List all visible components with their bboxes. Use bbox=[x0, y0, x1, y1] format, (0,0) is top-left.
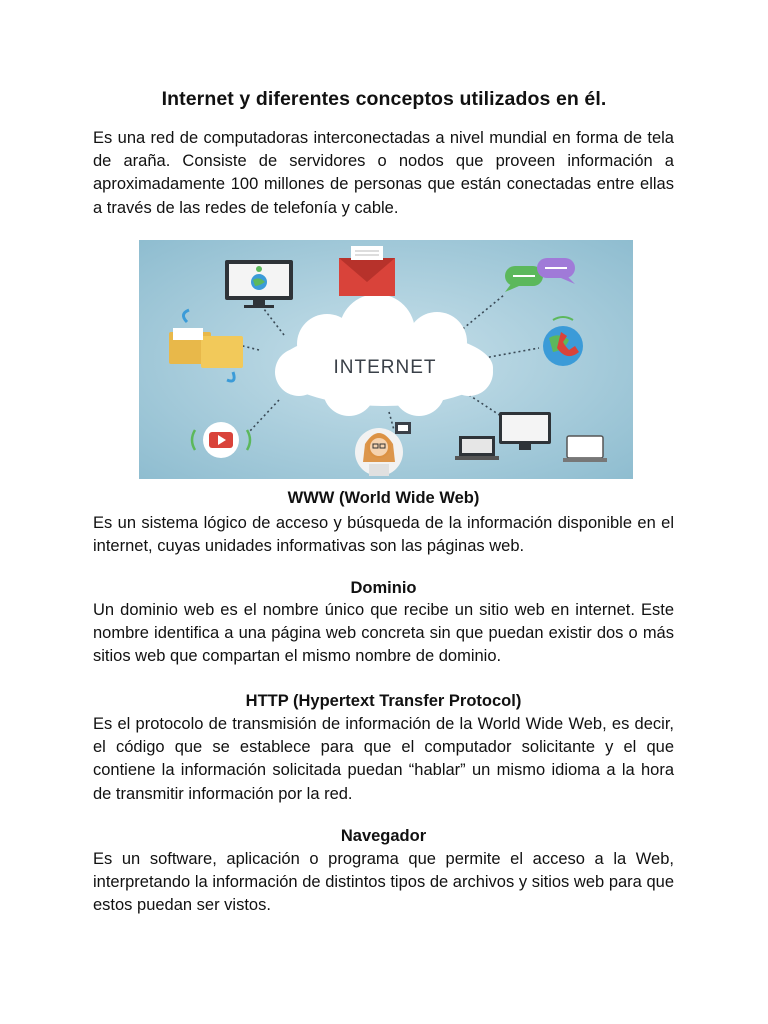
section-body-navegador: Es un software, aplicación o programa que permite el acceso a la Web, interpretando la información de distintos tipos de archivos y sitios web para que estos puedan ser vistos. bbox=[93, 850, 674, 915]
page-title: Internet y diferentes conceptos utilizados en él. bbox=[161, 88, 607, 110]
internet-illustration bbox=[139, 240, 633, 479]
section-heading-dominio: Dominio bbox=[350, 579, 417, 597]
section-heading-http: HTTP (Hypertext Transfer Protocol) bbox=[245, 692, 522, 710]
section-body-http: Es el protocolo de transmisión de información de la World Wide Web, es decir, el código que se establece para que el computador solicitante y el que contiene la información solicitada puedan “hablar” un mismo idioma a la hora de transmitir información por la red. bbox=[93, 715, 674, 803]
section-heading-www: WWW (World Wide Web) bbox=[287, 489, 480, 507]
cloud-label: INTERNET bbox=[333, 357, 437, 378]
section-heading-navegador: Navegador bbox=[340, 827, 427, 845]
intro-paragraph: Es una red de computadoras interconectadas a nivel mundial en forma de tela de araña. Consiste de servidores o nodos que proveen información a aproximadamente 100 millones de personas que están conectadas entre ellas a través de las redes de telefonía y cable. bbox=[93, 129, 674, 217]
section-body-dominio: Un dominio web es el nombre único que recibe un sitio web en internet. Este nombre identifica a una página web concreta sin que puedan existir dos o más sitios web que compartan el mismo nombre de dominio. bbox=[93, 601, 674, 666]
section-body-www: Es un sistema lógico de acceso y búsqueda de la información disponible en el internet, cuyas unidades informativas son las páginas web. bbox=[93, 514, 674, 556]
